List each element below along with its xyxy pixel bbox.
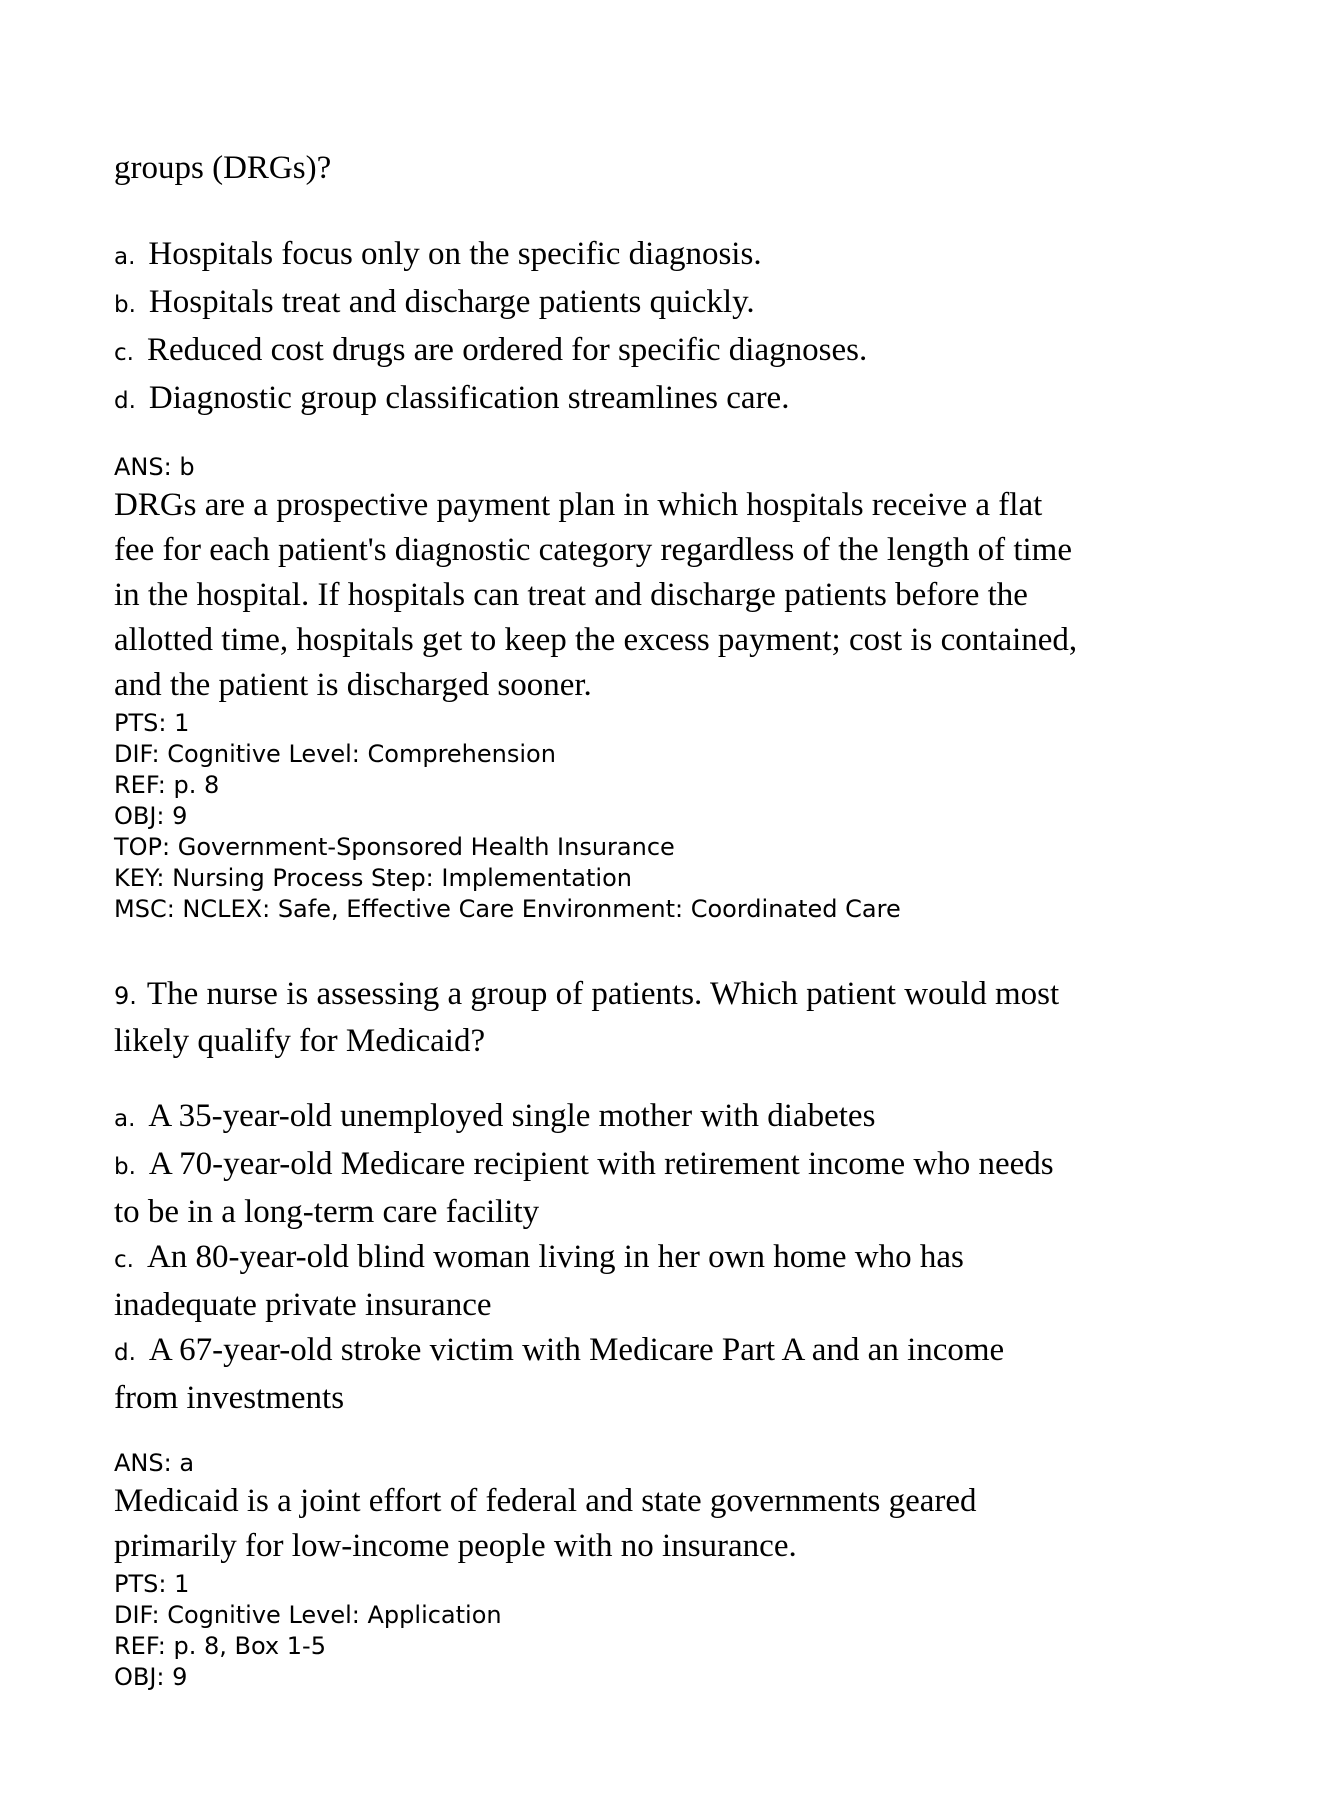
metadata-line-pts: PTS: 1: [114, 1570, 190, 1598]
option-text-continuation: to be in a long-term care facility: [114, 1194, 540, 1230]
metadata-line-ref: REF: p. 8: [114, 771, 220, 799]
answer-option-b: [114, 1142, 1240, 1190]
rationale-line: allotted time, hospitals get to keep the excess payment; cost is contained,: [114, 622, 1078, 658]
option-label: b.: [114, 1154, 136, 1180]
option-label: d.: [114, 1340, 136, 1366]
rationale-line: in the hospital. If hospitals can treat and discharge patients before the: [114, 577, 1028, 613]
answer-option-a: [114, 1094, 1240, 1142]
rationale-line: Medicaid is a joint effort of federal and state governments geared: [114, 1483, 977, 1519]
answer-option-a: [114, 232, 1240, 280]
question-8-rationale: [114, 483, 1240, 708]
option-text: A 67-year-old stroke victim with Medicare Part A and an income: [148, 1332, 1005, 1368]
question-8-metadata: [114, 708, 1240, 925]
answer-option-d: [114, 376, 1240, 424]
question-number: 9.: [114, 982, 137, 1010]
option-label: b.: [114, 292, 136, 318]
question-9-stem: [114, 972, 1240, 1064]
option-text: A 35-year-old unemployed single mother with diabetes: [148, 1098, 876, 1134]
option-label: a.: [114, 1106, 136, 1132]
answer-option-b: [114, 280, 1240, 328]
answer-option-d: [114, 1328, 1240, 1376]
option-label: d.: [114, 388, 136, 414]
rationale-line: and the patient is discharged sooner.: [114, 667, 592, 703]
metadata-line-dif: DIF: Cognitive Level: Application: [114, 1601, 502, 1629]
question-9-rationale: [114, 1479, 1240, 1569]
option-label: a.: [114, 244, 136, 270]
metadata-line-pts: PTS: 1: [114, 709, 190, 737]
option-text-continuation: inadequate private insurance: [114, 1287, 492, 1323]
question-8-options: [114, 232, 1240, 424]
rationale-line: DRGs are a prospective payment plan in which hospitals receive a flat: [114, 487, 1043, 523]
question-9-metadata: [114, 1569, 1240, 1693]
metadata-line-obj: OBJ: 9: [114, 802, 188, 830]
question-8-stem-continuation: groups (DRGs)?: [114, 150, 332, 186]
metadata-line-top: TOP: Government-Sponsored Health Insurance: [114, 833, 675, 861]
metadata-line-obj: OBJ: 9: [114, 1663, 188, 1691]
rationale-line: fee for each patient's diagnostic category regardless of the length of time: [114, 532, 1072, 568]
answer-line: ANS: a: [114, 1449, 195, 1477]
answer-option-c: [114, 328, 1240, 376]
option-text: An 80-year-old blind woman living in her own home who has: [146, 1239, 964, 1275]
option-text: Reduced cost drugs are ordered for specific diagnoses.: [146, 332, 868, 368]
option-label: c.: [114, 1247, 134, 1273]
metadata-line-msc: MSC: NCLEX: Safe, Effective Care Environment: Coordinated Care: [114, 895, 901, 923]
option-text: Hospitals treat and discharge patients quickly.: [148, 284, 755, 320]
metadata-line-ref: REF: p. 8, Box 1-5: [114, 1632, 326, 1660]
option-text: Hospitals focus only on the specific diagnosis.: [148, 236, 762, 272]
answer-line: ANS: b: [114, 453, 195, 481]
option-label: c.: [114, 340, 134, 366]
option-text: A 70-year-old Medicare recipient with retirement income who needs: [148, 1146, 1054, 1182]
question-9-stem-line: likely qualify for Medicaid?: [114, 1023, 486, 1059]
question-text: The nurse is assessing a group of patients. Which patient would most: [146, 976, 1060, 1012]
rationale-line: primarily for low-income people with no insurance.: [114, 1528, 797, 1564]
answer-option-c: [114, 1235, 1240, 1283]
question-9-options: [114, 1094, 1240, 1421]
metadata-line-dif: DIF: Cognitive Level: Comprehension: [114, 740, 556, 768]
option-text: Diagnostic group classification streamlines care.: [148, 380, 790, 416]
metadata-line-key: KEY: Nursing Process Step: Implementation: [114, 864, 632, 892]
option-text-continuation: from investments: [114, 1380, 345, 1416]
question-9-stem-line: [114, 972, 1240, 1019]
